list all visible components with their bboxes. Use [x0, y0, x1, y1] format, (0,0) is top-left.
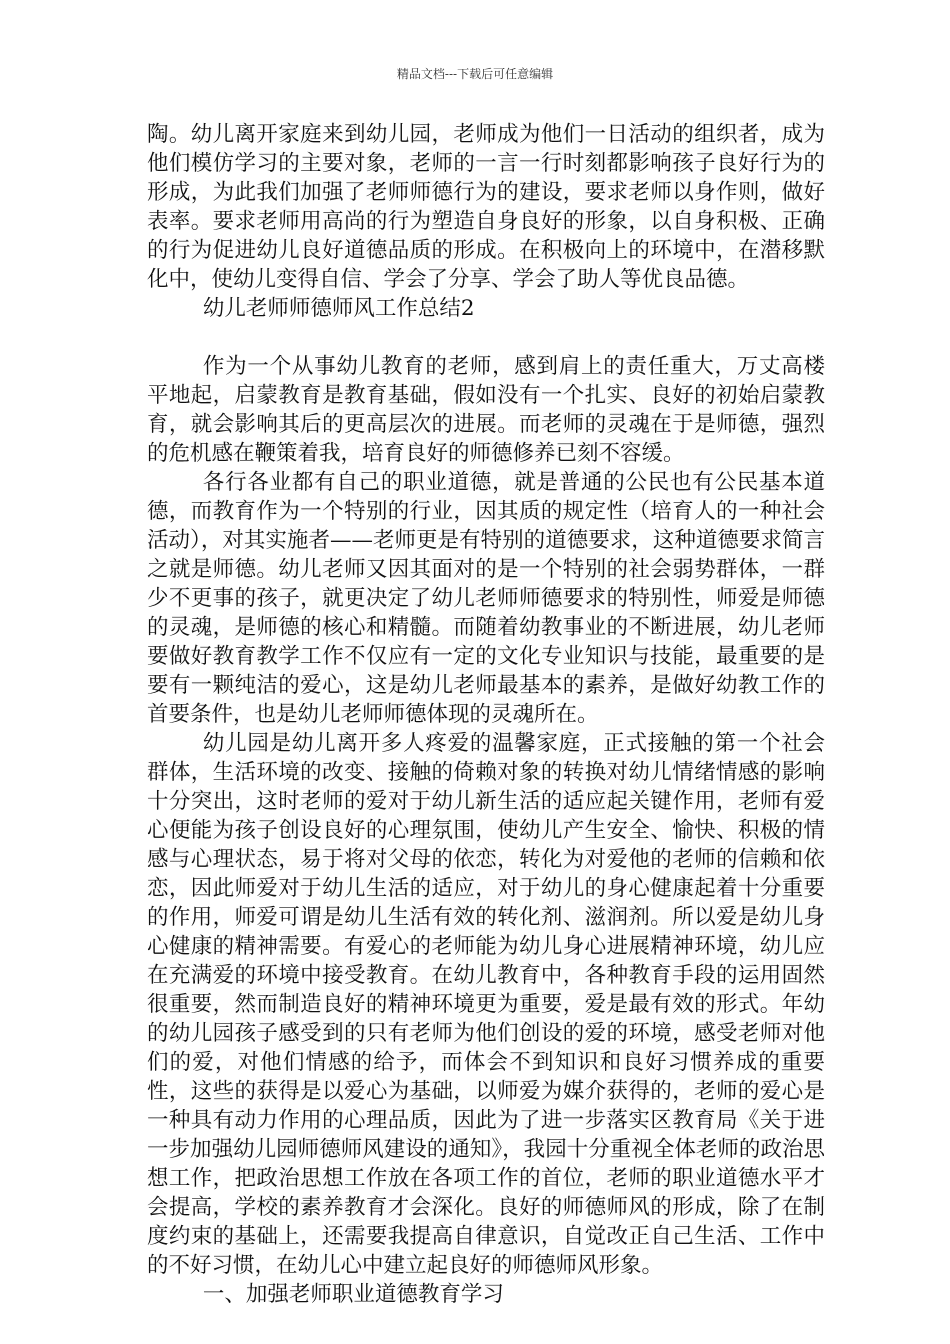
- blank-line: [147, 323, 825, 352]
- paragraph-2: 各行各业都有自己的职业道德，就是普通的公民也有公民基本道德，而教育作为一个特别的行业，因其质的规定性（培育人的一种社会活动），对其实施者——老师更是有特别的道德要求，这种道德要求简言之就是师德。幼儿老师又因其面对的是一个特别的社会弱势群体，一群少不更事的孩子，就更决定了幼儿老师师德要求的特别性，师爱是师德的灵魂，是师德的核心和精髓。而随着幼教事业的不断进展，幼儿老师要做好教育教学工作不仅应有一定的文化专业知识与技能，最重要的是要有一颗纯洁的爱心，这是幼儿老师最基本的素养，是做好幼教工作的首要条件，也是幼儿老师师德体现的灵魂所在。: [147, 470, 825, 727]
- paragraph-3: 幼儿园是幼儿离开多人疼爱的温馨家庭，正式接触的第一个社会群体，生活环境的改变、接触的倚赖对象的转换对幼儿情绪情感的影响十分突出，这时老师的爱对于幼儿新生活的适应起关键作用，老师有爱心便能为孩子创设良好的心理氛围，使幼儿产生安全、愉快、积极的情感与心理状态，易于将对父母的依恋，转化为对爱他的老师的信赖和依恋，因此师爱对于幼儿生活的适应，对于幼儿的身心健康起着十分重要的作用，师爱可谓是幼儿生活有效的转化剂、滋润剂。所以爱是幼儿身心健康的精神需要。有爱心的老师能为幼儿身心进展精神环境，幼儿应在充满爱的环境中接受教育。在幼儿教育中，各种教育手段的运用固然很重要，然而制造良好的精神环境更为重要，爱是最有效的形式。年幼的幼儿园孩子感受到的只有老师为他们创设的爱的环境，感受老师对他们的爱，对他们情感的给予，而体会不到知识和良好习惯养成的重要性，这些的获得是以爱心为基础，以师爱为媒介获得的，老师的爱心是一种具有动力作用的心理品质，因此为了进一步落实区教育局《关于进一步加强幼儿园师德师风建设的通知》，我园十分重视全体老师的政治思想工作，把政治思想工作放在各项工作的首位，老师的职业道德水平才会提高，学校的素养教育才会深化。良好的师德师风的形成，除了在制度约束的基础上，还需要我提高自律意识，自觉改正自己生活、工作中的不好习惯，在幼儿心中建立起良好的师德师风形象。: [147, 731, 825, 1278]
- document-body: [147, 120, 825, 1309]
- paragraph-continued: 陶。幼儿离开家庭来到幼儿园，老师成为他们一日活动的组织者，成为他们模仿学习的主要对象，老师的一言一行时刻都影响孩子良好行为的形成，为此我们加强了老师师德行为的建设，要求老师以身作则，做好表率。要求老师用高尚的行为塑造自身良好的形象，以自身积极、正确的行为促进幼儿良好道德品质的形成。在积极向上的环境中，在潜移默化中，使幼儿变得自信、学会了分享、学会了助人等优良品德。: [147, 122, 825, 292]
- section-heading: 一、加强老师职业道德教育学习: [202, 1282, 504, 1307]
- page-header: 精品文档---下载后可任意编辑: [396, 67, 554, 81]
- section-title: 幼儿老师师德师风工作总结2: [202, 296, 475, 321]
- paragraph-1: 作为一个从事幼儿教育的老师，感到肩上的责任重大，万丈高楼平地起，启蒙教育是教育基础，假如没有一个扎实、良好的初始启蒙教育，就会影响其后的更高层次的进展。而老师的灵魂在于是师德，强烈的危机感在鞭策着我，培育良好的师德修养已刻不容缓。: [147, 354, 825, 466]
